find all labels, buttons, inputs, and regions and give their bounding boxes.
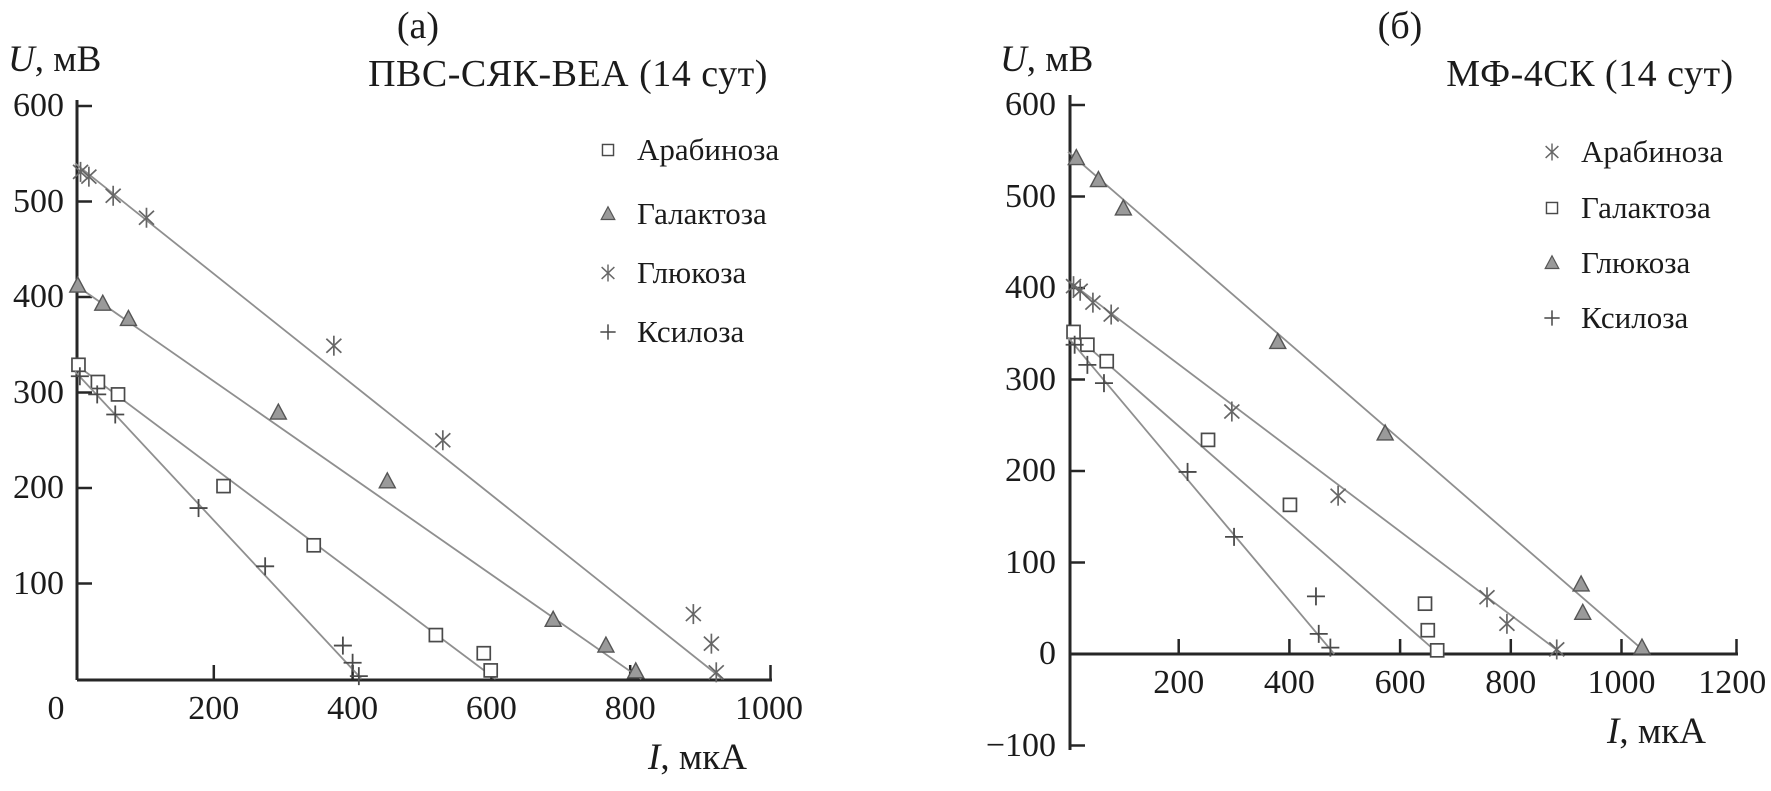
x-tick-label: 800 <box>604 690 656 727</box>
x-tick-label: 1000 <box>735 690 803 727</box>
legend-label: Галактоза <box>637 196 767 231</box>
marker-triangle-icon <box>1270 333 1286 348</box>
y-tick-label: 400 <box>1005 269 1056 306</box>
x-tick-label: 600 <box>465 690 517 727</box>
x-tick-label: 800 <box>1485 664 1537 701</box>
marker-triangle-icon <box>1634 639 1650 654</box>
x-tick-label: 0 <box>47 690 65 727</box>
series-plus <box>1066 336 1340 657</box>
y-tick-label: 100 <box>1005 543 1056 581</box>
x-tick-label: 1000 <box>1587 664 1656 701</box>
x-tick-label: 1200 <box>1698 664 1767 701</box>
panel-a-title: ПВС-СЯК-ВЕА (14 сут) <box>368 53 768 95</box>
y-tick-label: 100 <box>13 564 64 602</box>
panel-a-y-axis-symbol: U <box>8 39 35 80</box>
marker-square-icon <box>1100 355 1113 368</box>
marker-plus-icon <box>1095 374 1113 392</box>
marker-plus-icon <box>1179 463 1197 481</box>
marker-square-icon <box>1431 644 1444 657</box>
y-tick-label: 200 <box>1005 452 1056 489</box>
x-tick-label: 400 <box>1263 664 1315 701</box>
x-tick-label: 200 <box>188 690 240 727</box>
legend-label: Ксилоза <box>1581 300 1689 335</box>
marker-plus-icon <box>1078 356 1096 374</box>
x-tick-label: 600 <box>1374 664 1426 701</box>
trend-line <box>1068 329 1439 654</box>
panel-b-title: МФ-4СК (14 сут) <box>1446 53 1734 95</box>
y-tick-label: 500 <box>13 182 64 220</box>
trend-line <box>1068 152 1648 654</box>
y-tick-label: 600 <box>1005 86 1056 123</box>
panel-a-y-axis-unit: , мВ <box>34 39 102 80</box>
panel-b-x-axis-label <box>1607 710 1706 753</box>
trend-line <box>1068 337 1334 654</box>
marker-square-icon <box>1067 325 1080 338</box>
legend-label: Глюкоза <box>1581 245 1691 280</box>
marker-square-icon <box>1421 624 1434 637</box>
y-tick-label: 0 <box>1039 635 1056 672</box>
y-tick-label: −100 <box>985 726 1056 764</box>
y-tick-label: 200 <box>13 469 64 506</box>
marker-plus-icon <box>1544 310 1559 325</box>
marker-square-icon <box>1546 202 1557 213</box>
series-triangle <box>1068 150 1650 655</box>
marker-asterisk-icon <box>1549 639 1564 659</box>
legend-label: Арабиноза <box>637 132 780 167</box>
marker-asterisk-icon <box>1546 144 1559 161</box>
y-tick-label: 600 <box>13 87 64 124</box>
legend-label: Ксилоза <box>637 314 745 349</box>
series-square <box>1067 325 1444 656</box>
panel-b-x-axis-unit: , мкА <box>1619 711 1706 752</box>
y-tick-label: 300 <box>1005 360 1056 398</box>
marker-plus-icon <box>1307 587 1325 605</box>
y-tick-label: 400 <box>13 278 64 315</box>
legend <box>1544 144 1559 326</box>
marker-square-icon <box>1202 433 1215 446</box>
panel-a-x-axis-symbol: I <box>648 737 661 778</box>
panel-b-label: (б) <box>1377 5 1423 47</box>
panel-b-y-axis-unit: , мВ <box>1026 39 1094 80</box>
panel-b-y-axis-symbol: U <box>1000 39 1027 80</box>
marker-asterisk-icon <box>1479 587 1494 607</box>
marker-asterisk-icon <box>1224 402 1239 422</box>
marker-triangle-icon <box>1575 604 1591 619</box>
y-tick-label: 300 <box>13 373 64 411</box>
marker-triangle-icon <box>1115 200 1131 215</box>
panel-a-x-axis-unit: , мкА <box>660 737 747 778</box>
panel-b-y-axis-label <box>1000 38 1093 81</box>
legend-label: Глюкоза <box>637 255 747 290</box>
x-tick-label: 200 <box>1153 664 1205 701</box>
marker-square-icon <box>1283 498 1296 511</box>
marker-triangle-icon <box>1545 256 1559 269</box>
legend-label: Арабиноза <box>1581 134 1724 169</box>
y-tick-label: 500 <box>1005 177 1056 215</box>
legend-label: Галактоза <box>1581 190 1711 225</box>
marker-triangle-icon <box>1573 576 1589 591</box>
x-tick-label: 400 <box>327 690 379 727</box>
panel-a-label: (a) <box>396 5 440 47</box>
marker-asterisk-icon <box>1104 305 1119 325</box>
marker-square-icon <box>1419 597 1432 610</box>
panel-b-x-axis-symbol: I <box>1607 711 1620 752</box>
